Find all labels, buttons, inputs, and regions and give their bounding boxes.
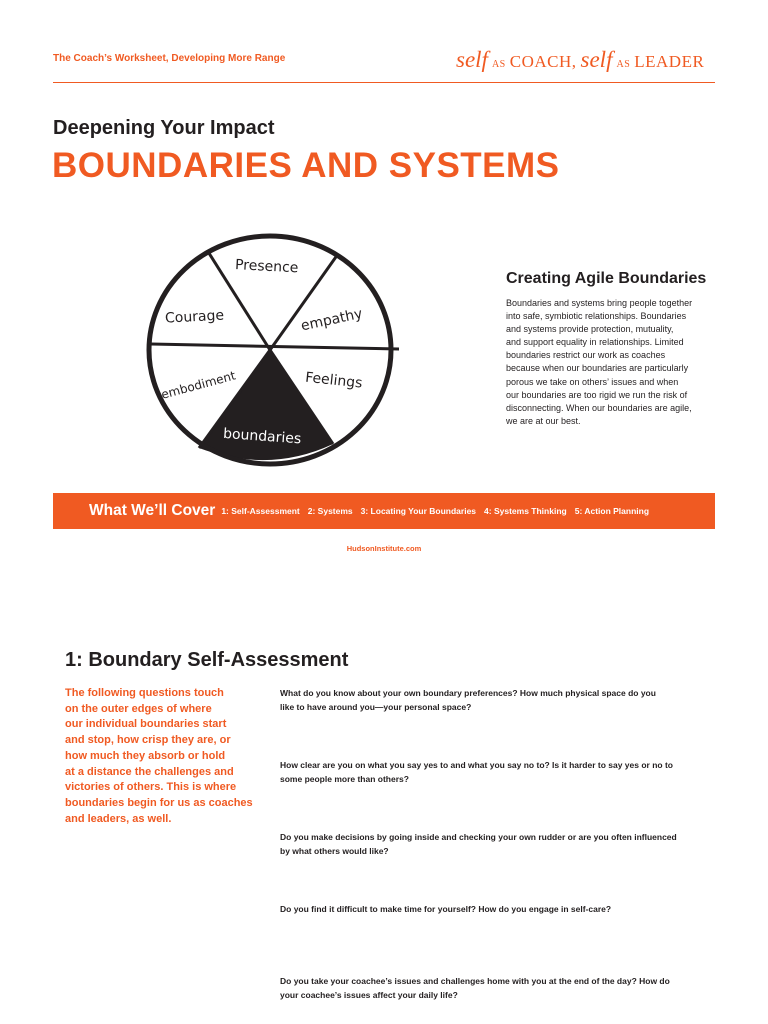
cover-item-systems: 2: Systems [307,506,353,516]
agile-line: Boundaries and systems bring people together [506,298,693,308]
competency-wheel [137,222,407,474]
intro-line: The following questions touch [65,687,224,699]
question-5 [280,974,710,1002]
agile-boundaries-body [506,297,716,428]
page-title: BOUNDARIES AND SYSTEMS [52,146,560,185]
what-we-cover-list [221,506,657,516]
intro-line: on the outer edges of where [65,702,212,715]
section-intro [65,686,265,827]
intro-line: at a distance the challenges and [65,765,234,778]
intro-line: victories of others. This is where [65,781,237,794]
agile-line: and systems provide protection, mutuality, [506,324,674,335]
brand-as-1: AS [491,59,506,70]
agile-line: boundaries restrict our work as coaches [506,350,666,361]
question-line: some people more than others? [280,774,409,784]
cover-item-locating-boundaries: 3: Locating Your Boundaries [360,506,477,516]
question-line: Do you make decisions by going inside and checking your own rudder or are you often influenced [280,832,677,842]
intro-line: our individual boundaries start [65,718,227,731]
brand-self-2: self [580,47,613,72]
question-line: How clear are you on what you say yes to and what you say no to? Is it harder to say yes or no to [280,760,673,770]
wheel-label-boundaries: boundaries [222,425,302,448]
agile-line: we are at our best. [506,415,581,426]
agile-line: and support equality in relationships. Limited [506,337,684,348]
question-line: Do you take your coachee’s issues and challenges home with you at the end of the day? How do [280,976,670,986]
question-line: your coachee’s issues affect your daily life? [280,990,458,1000]
wheel-label-courage: Courage [164,307,225,327]
question-4 [280,902,710,916]
intro-line: boundaries begin for us as coaches [65,796,253,809]
question-2 [280,758,710,786]
page-subtitle: Deepening Your Impact [53,117,275,139]
agile-line: porous we take on others’ issues and when [506,376,679,387]
cover-item-action-planning: 5: Action Planning [574,506,650,516]
wheel-label-presence: Presence [234,257,299,277]
header-divider [53,82,715,83]
intro-line: how much they absorb or hold [65,749,226,762]
agile-boundaries-heading: Creating Agile Boundaries [506,270,707,287]
brand-coach: COACH, [509,52,577,71]
question-1 [280,686,710,714]
agile-line: our boundaries are too rigid we run the risk of [506,389,688,400]
question-line: like to have around you—your personal space? [280,702,472,712]
question-line: by what others would like? [280,846,389,856]
what-we-cover-bar [53,493,715,529]
wheel-label-empathy: empathy [299,305,364,335]
what-we-cover-title: What We’ll Cover [89,502,216,519]
wheel-label-feelings: Feelings [304,369,364,392]
brand-leader: LEADER [634,52,705,71]
agile-line: because when our boundaries are particularly [506,363,689,374]
question-3 [280,830,710,858]
intro-line: and leaders, as well. [65,812,172,825]
question-line: What do you know about your own boundary preferences? How much physical space do you [280,688,656,698]
question-line: Do you find it difficult to make time for yourself? How do you engage in self-care? [280,904,612,914]
website-link[interactable]: HudsonInstitute.com [346,544,422,553]
agile-line: into safe, symbiotic relationships. Boundaries [506,311,687,322]
brand-logo [456,47,704,73]
intro-line: and stop, how crisp they are, or [65,734,231,747]
brand-as-2: AS [616,59,631,70]
brand-self-1: self [456,47,488,72]
cover-item-systems-thinking: 4: Systems Thinking [484,506,567,516]
wheel-label-embodiment: embodiment [159,368,238,402]
agile-line: disconnecting. When our boundaries are agile, [506,402,692,413]
worksheet-header: The Coach’s Worksheet, Developing More Range [53,53,286,64]
section-title: 1: Boundary Self-Assessment [65,649,349,671]
cover-item-self-assessment: 1: Self-Assessment [221,506,300,516]
